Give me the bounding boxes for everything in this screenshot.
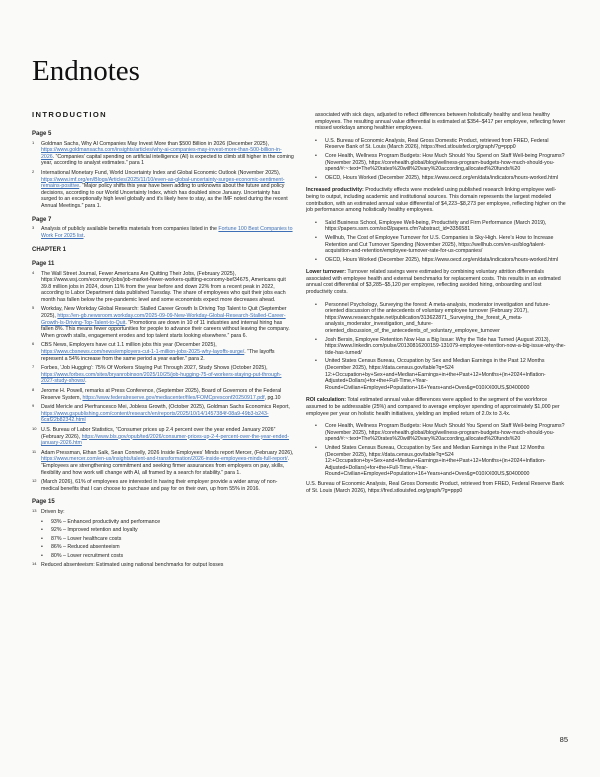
list-item: • Wellhub, The Cost of Employee Turnover for U.S. Companies is Sky-High. Here’s How to Increase Retention and Cut Turnover Spending (November 2025), https://wellhub.com/en-us/blog/talent-acquisition-and-retention/employee-turnover-rate-for-us-companies/ bbox=[315, 235, 568, 255]
endnote-number: 14 bbox=[32, 561, 37, 567]
endnote-text: . “Companies’ capital spending on artificial intelligence (AI) is expected to climb still higher in the coming year, according to analyst estimates.” para 1 bbox=[41, 153, 294, 167]
endnote-number: 8 bbox=[32, 387, 35, 392]
endnote-number: 10 bbox=[32, 425, 37, 431]
endnote-8 bbox=[32, 388, 294, 401]
source-list bbox=[306, 302, 568, 392]
paragraph-text: Total estimated annual value differences were applied to the segment of the workforce assumed to be addressable (25%) and compared to average employer spending of approximately $1,000 per employee per year on holistic health initiatives, yielding an implied return of 2.0x to 3.4x. bbox=[306, 397, 560, 417]
endnote-link[interactable]: https://www.imf.org/en/Blogs/Articles/2025/11/10/even-as-global-uncertainty-surges-economic-sentiment-remains-positive bbox=[41, 176, 285, 190]
endnote-6 bbox=[32, 342, 294, 362]
endnote-number: 1 bbox=[32, 139, 35, 145]
list-item: • 92% – Improved retention and loyalty bbox=[41, 527, 294, 534]
endnote-number: 6 bbox=[32, 341, 35, 347]
endnote-text: (March 2026), 61% of employees are interested in having their employer provide a wider array of non-medical benefits that I can choose to purchase and pay for on their own, up from 55% in 2016. bbox=[41, 479, 278, 492]
endnote-link[interactable]: https://www.federalreserve.gov/mediacenter/files/FOMCpresconf20250917.pdf bbox=[82, 394, 265, 401]
endnote-text: . bbox=[85, 378, 87, 385]
page-title: Endnotes bbox=[32, 55, 140, 87]
paragraph-label: Lower turnover: bbox=[306, 269, 346, 276]
endnote-11 bbox=[32, 450, 294, 476]
endnote-text: International Monetary Fund, World Uncertainty Index and Global Economic Outlook (November 2025), bbox=[41, 169, 281, 176]
list-item: • OECD, Hours Worked (December 2025), https://www.oecd.org/en/data/indicators/hours-worked.html bbox=[315, 175, 568, 182]
endnote-link[interactable]: https://www.gspublishing.com/content/research/en/reports/2025/10/14/1457384f-08a9-49b3-b243-6caf22b82342.html bbox=[41, 410, 269, 424]
endnote-link[interactable]: https://www.forbes.com/sites/bryanrobinson/2025/10/25/job-hugging-75-of-workers-staying-put-through-2027-study-shows/ bbox=[41, 371, 282, 385]
turnover-paragraph bbox=[306, 269, 568, 295]
endnote-13 bbox=[32, 509, 294, 516]
chapter-heading: CHAPTER 1 bbox=[32, 247, 67, 254]
source-list bbox=[306, 220, 568, 264]
right-column bbox=[306, 112, 568, 500]
endnote-9 bbox=[32, 404, 294, 424]
list-item: • United States Census Bureau, Occupation by Sex and Median Earnings in the Past 12 Months (December 2025), https://data.census.gov/table?q=S24 12:+Occupation+by+Sex+and+Median+Earnings+in+the+Past+12+Months+(in+2024+Inflation-Adjusted+Dollars)+for+the+Full-Time,+Year-Round+Civilian+Employed+Population+16+Years+and+Over&g=010XX00US,$0400000 bbox=[315, 358, 568, 391]
endnote-text: David Mericle and Pierfrancesco Mei, Jobless Growth, (October 2025), Goldman Sachs Economics Report, bbox=[41, 404, 290, 411]
list-item: • Saïd Business School, Employee Well-being, Productivity and Firm Performance (March 2019), https://papers.ssrn.com/sol3/papers.cfm?abstract_id=3356581 bbox=[315, 220, 568, 233]
endnote-3 bbox=[32, 226, 294, 239]
endnote-text: , pg.10 bbox=[264, 394, 281, 401]
endnote-text: Forbes, ‘Job Hugging’: 75% Of Workers Staying Put Through 2027, Study Shows (October 2025), bbox=[41, 365, 268, 372]
paragraph-text: Turnover related savings were estimated by combining voluntary attrition differentials associated with employee health and external benchmarks for replacement costs. This results in an estimated annual cost differential of $3,285–$5,120 per employee, reflecting avoided hiring, onboarding and lost productivity costs. bbox=[306, 269, 561, 296]
list-item: • Josh Bersin, Employee Retention Now Has a Big Issue: Why the Tide has Turned (August 2013), https://www.linkedin.com/pulse/20130816200159-131079-employee-retention-now-a-big-issue-why-the-tide-has-turned/ bbox=[315, 337, 568, 357]
page-number: 85 bbox=[559, 735, 568, 744]
paragraph-label: ROI calculation: bbox=[306, 397, 346, 404]
endnote-1 bbox=[32, 141, 294, 167]
list-item: • U.S. Bureau of Economic Analysis, Real Gross Domestic Product, retrieved from FRED, Federal Reserve Bank of St. Louis (March 2026), https://fred.stlouisfed.org/graph/?g=ppp0 bbox=[315, 138, 568, 151]
endnote-number: 2 bbox=[32, 168, 35, 174]
endnote-2 bbox=[32, 170, 294, 210]
endnote-text: Workday, New Workday Global Research: Stalled Career Growth Is Driving Top Talent to Quit (September 2025), bbox=[41, 306, 287, 320]
productivity-paragraph bbox=[306, 187, 568, 213]
endnote-link[interactable]: https://www.goldmansachs.com/insights/articles/why-ai-companies-may-invest-more-than-500-billion-in-2026 bbox=[41, 147, 282, 160]
list-item: • Core Health, Wellness Program Budgets: How Much Should You Spend on Staff Well-being Programs? (November 2025), https://corehealth.global/blog/wellness-program-budgets-how-much-should-you-spend/#:~:text=The%20rates%20will%20vary%20according,allocated%20funds%20 bbox=[315, 423, 568, 443]
endnote-text: Goldman Sachs, Why AI Companies May Invest More than $500 Billion in 2026 (December 2025), bbox=[41, 140, 269, 147]
endnote-text: CBS News, Employers have cut 1.1 million jobs this year (December 2025), bbox=[41, 342, 217, 349]
endnote-text: . bbox=[83, 232, 85, 239]
paragraph-text: Productivity effects were modeled using published research linking employee well-being to output, including academic and institutional sources. This domain represents the largest modeled contribution, with an estimated annual value differential of $4,223–$8,273 per employee, reflecting higher on the job performance among holistically healthy employees. bbox=[306, 187, 566, 214]
endnote-text: Analysis of publicly available benefits materials from companies listed in the bbox=[41, 226, 219, 233]
endnote-text: Driven by: bbox=[41, 508, 65, 515]
endnote-5 bbox=[32, 306, 294, 339]
endnote-10 bbox=[32, 427, 294, 447]
page-label: Page 15 bbox=[32, 499, 55, 506]
section-heading: INTRODUCTION bbox=[32, 110, 108, 119]
paragraph-label: Increased productivity: bbox=[306, 187, 364, 194]
endnote-number: 12 bbox=[32, 478, 37, 484]
endnote-text: . “Promotions are down in 10 of 11 industries and internal hiring has fallen 8%. This means fewer opportunities for people to advance their careers without leaving the company. When growth stalls, engagement erodes and top talent starts looking elsewhere.” para 6. bbox=[41, 319, 290, 339]
roi-paragraph bbox=[306, 397, 568, 417]
endnote-number: 5 bbox=[32, 305, 35, 311]
endnote-number: 13 bbox=[32, 507, 37, 513]
endnote-14 bbox=[32, 562, 294, 569]
endnote-number: 3 bbox=[32, 225, 35, 231]
list-item: • 80% – Lower recruitment costs bbox=[41, 553, 294, 560]
list-item: • 86% – Reduced absenteeism bbox=[41, 544, 294, 551]
endnote-link[interactable]: https://en-gb.newsroom.workday.com/2025-09-09-New-Workday-Global-Research-Stalled-Career-Growth-Is-Driving-Top-Talent-to-Quit bbox=[41, 313, 286, 326]
endnote-number: 11 bbox=[32, 448, 37, 454]
page-label: Page 5 bbox=[32, 131, 52, 137]
endnote-text: Adam Pressman, Ethan Salk, Sean Connelly, 2026 Inside Employees’ Minds report Mercer, (February 2026), bbox=[41, 449, 294, 456]
page-label: Page 7 bbox=[32, 216, 52, 223]
endnote-text: Reduced absenteeism: Estimated using national benchmarks for output losses bbox=[41, 562, 224, 569]
endnote-number: 9 bbox=[32, 403, 35, 409]
endnote-text: U.S. Bureau of Labor Statistics, “Consumer prices up 2.4 percent over the year ended January 2026” (February 2026), bbox=[41, 426, 276, 440]
endnote-link[interactable]: https://www.cbsnews.com/news/employers-cut-1-1-million-jobs-2025-why-layoffs-surge/ bbox=[41, 349, 245, 356]
endnote-text: . “Employees are strengthening commitment and seeking firmer assurances from employers on pay, skills, flexibility and how work will change with AI, all framed by a search for stability.” para 1. bbox=[41, 456, 290, 476]
endnote-4 bbox=[32, 271, 294, 304]
list-item: • Core Health, Wellness Program Budgets: How Much Should You Spend on Staff Well-being Programs? (November 2025), https://corehealth.global/blog/wellness-program-budgets-how-much-should-you-spend/#:~:text=The%20rates%20will%20vary%20according,allocated%20funds%20 bbox=[315, 153, 568, 173]
page-label: Page 11 bbox=[32, 260, 55, 267]
endnote-number: 4 bbox=[32, 269, 35, 275]
closing-source: U.S. Bureau of Economic Analysis, Real Gross Domestic Product, retrieved from FRED, Federal Reserve Bank of St. Louis (March 2026), https://fred.stlouisfed.org/graph/?g=ppp0 bbox=[306, 480, 564, 494]
endnote-text: . “The layoffs represent a 54% increase from the same period a year earlier.” para 2. bbox=[41, 349, 275, 362]
list-item: • United States Census Bureau, Occupation by Sex and Median Earnings in the Past 12 Months (December 2025), https://data.census.gov/table?q=S24 12:+Occupation+by+Sex+and+Median+Earnings+in+the+Past+12+Months+(in+2024+Inflation-Adjusted+Dollars)+for+the+Full-Time,+Year-Round+Civilian+Employed+Population+16+Years+and+Over&g=010XX00US,$0400000 bbox=[315, 445, 568, 478]
endnote-7 bbox=[32, 365, 294, 385]
driven-by-list bbox=[32, 519, 294, 560]
endnote-link[interactable]: https://www.bls.gov/opub/ted/2026/consumer-prices-up-2-4-percent-over-the-year-ended-january-2026.htm bbox=[41, 433, 290, 447]
endnote-text: Jerome H. Powell, remarks at Press Conference, (September 2025), Board of Governors of the Federal Reserve System, bbox=[41, 388, 282, 401]
source-list bbox=[306, 138, 568, 182]
source-list bbox=[306, 423, 568, 478]
endnote-number: 7 bbox=[32, 364, 35, 370]
list-item: • Personnel Psychology, Surveying the forest: A meta-analysis, moderator investigation and future-oriented discussion of the antecedents of voluntary employee turnover (February 2017), https://www.researchgate.net/publication/313622871_Surveying_the_forest_A_meta-analysis_moderator_investigation_and_future-oriented_discussion_of_the_antecedents_of_voluntary_employee_turnover bbox=[315, 302, 568, 335]
endnote-link[interactable]: Fortune 100 Best Companies to Work For 2025 list bbox=[41, 226, 293, 239]
endnote-link[interactable]: https://www.mercer.com/en-us/insights/talent-and-transformation/2026-inside-employees-minds-full-report/ bbox=[41, 456, 288, 463]
endnote-text: The Wall Street Journal, Fewer Americans Are Quitting Their Jobs, (February 2025), https://www.wsj.com/economy/jobs/job-market-fewer-workers-quitting-economy-bef34675, Americans quit 39.8 million jobs in 2024, down 11% from the year before and down 22% from a recent peak in 2022, according to Labor Department data published Tuesday. The share of employees who quit their jobs each month has fallen below the pre-pandemic level and some economists expect more decreases ahead. bbox=[41, 270, 286, 303]
left-column bbox=[32, 127, 294, 572]
list-item: • 87% – Lower healthcare costs bbox=[41, 536, 294, 543]
list-item: • 93% – Enhanced productivity and performance bbox=[41, 519, 294, 526]
continued-paragraph: associated with sick days, adjusted to reflect differences between holistically healthy and less healthy employees. The resulting annual value differential is estimated at $354–$417 per employee, reflecting fewer missed workdays among healthier employees. bbox=[315, 112, 566, 132]
endnote-12 bbox=[32, 479, 294, 492]
list-item: • OECD, Hours Worked (December 2025), https://www.oecd.org/en/data/indicators/hours-worked.html bbox=[315, 257, 568, 264]
endnote-text: . “Major policy shifts this year have been adding to unknowns about the future and policy decisions, according to our World Uncertainty Index, which has doubled since January. Uncertainty has surged to an exceptionally high level globally and it’s likely here to stay, as the IMF noted during the recent Annual Meetings.” para 1. bbox=[41, 183, 288, 209]
